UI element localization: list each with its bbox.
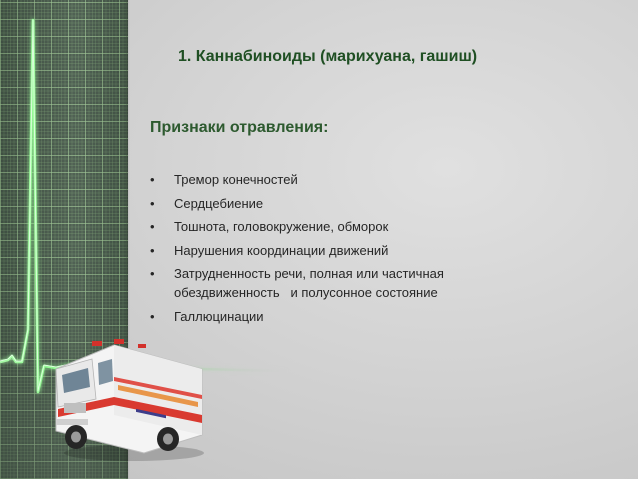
list-item	[148, 307, 568, 326]
slide-title: 1. Каннабиноиды (марихуана, гашиш)	[178, 48, 478, 65]
section-heading: Признаки отравления:	[150, 119, 329, 136]
symptom-list	[148, 170, 568, 330]
list-item	[148, 170, 568, 189]
list-item	[148, 264, 568, 302]
ambulance-icon	[52, 335, 204, 465]
list-item-text: Сердцебиение	[174, 195, 264, 211]
list-item-text: Тошнота, головокружение, обморок	[174, 219, 389, 234]
list-item-text: Затрудненность речи, полная или частичная обездвиженность и полусонное состояние	[174, 266, 444, 300]
list-item-text: Галлюцинации	[174, 308, 264, 324]
list-item-text: Тремор конечностей	[174, 172, 298, 187]
list-item-text: Нарушения координации движений	[174, 242, 389, 258]
list-item	[148, 217, 568, 236]
list-item	[148, 241, 568, 260]
list-item	[148, 194, 568, 213]
